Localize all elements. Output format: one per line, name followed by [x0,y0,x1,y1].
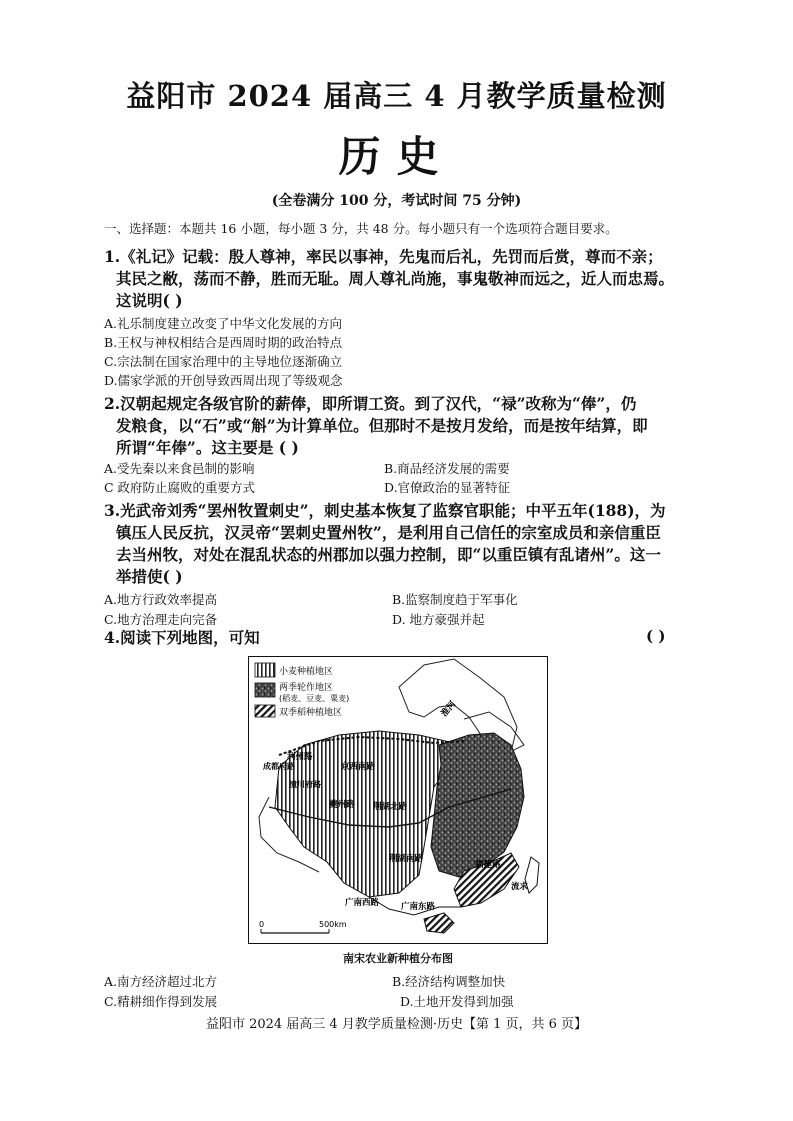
question-line: 4.阅读下列地图，可知 [104,628,260,647]
label-huaihe: 淮河 [439,699,459,719]
label-kuizhou: 夔州路 [329,800,355,810]
section-instructions: 一、选择题：本题共 16 小题，每小题 3 分，共 48 分。每小题只有一个选项符合题目要求。 [104,221,618,236]
option-a[interactable]: A.礼乐制度建立改变了中华文化发展的方向 [104,316,343,331]
question-line: 去当州牧，对处在混乱状态的州郡加以强力控制，即“以重臣镇有乱诸州”。这一 [116,545,661,564]
option-c[interactable]: C.地方治理走向完备 [104,612,218,627]
label-jingxi: 京西南路 [341,762,376,772]
option-a[interactable]: A.地方行政效率提高 [104,592,218,607]
page-footer: 益阳市 2024 届高三 4 月教学质量检测·历史【第 1 页，共 6 页】 [205,1017,588,1032]
question-line: 镇压人民反抗，汉灵帝“罢刺史置州牧”，是利用自己信任的宗室成员和亲信重臣 [116,523,661,542]
scale-bar [259,920,347,933]
option-b[interactable]: B.商品经济发展的需要 [384,461,510,476]
question-line: 发粮食，以“石”或“斛”为计算单位。但那时不是按月发给，而是按年结算，即 [116,416,648,435]
option-a[interactable]: A.南方经济超过北方 [104,974,218,989]
question-2 [104,393,704,459]
map-legend [255,663,349,718]
label-guangdong: 广南东路 [401,902,436,912]
subject-title: 历史 [338,132,455,181]
question-line: 这说明( ) [116,291,183,310]
question-line: 其民之敝，荡而不静，胜而无耻。周人尊礼尚施，事鬼敬神而远之，近人而忠焉。 [116,269,675,288]
score-info: (全卷满分 100 分，考试时间 75 分钟) [271,193,522,209]
option-d[interactable]: D. 地方豪强并起 [392,612,485,627]
exam-title: 益阳市 2024 届高三 4 月教学质量检测 [126,79,667,113]
label-jinghubei: 荆湖北路 [373,802,408,812]
question-1 [104,246,704,312]
option-b[interactable]: B.经济结构调整加快 [392,974,506,989]
answer-paren: ( ) [646,627,666,645]
label-zizhou: 潼川府路 [289,780,321,789]
scale-label: 500km [319,920,347,929]
option-b[interactable]: B.监察制度趋于军事化 [392,592,518,607]
label-liuqiu: 流求 [511,882,529,892]
label-guangxi: 广南西路 [345,898,380,908]
question-line: 2.汉朝起规定各级官阶的薪俸，即所谓工资。到了汉代，“禄”改称为“俸”，仍 [104,394,637,413]
question-line: 1.《礼记》记载：殷人尊神，率民以事神，先鬼而后礼，先罚而后赏，尊而不亲； [104,247,663,266]
label-lizhoulu: 利州路 [287,752,313,762]
legend-rotation-crops: (稻麦、豆麦、粟麦) [279,694,350,703]
option-d[interactable]: D.官僚政治的显著特征 [384,480,511,495]
hainan-rice [424,913,454,933]
legend-rotation: 两季轮作地区 [279,683,334,693]
option-a[interactable]: A.受先秦以来食邑制的影响 [104,461,255,476]
question-4 [104,627,704,649]
label-jinghunan: 荆湖南路 [389,854,424,864]
label-fujian: 福建路 [475,860,501,870]
song-agriculture-map [248,656,548,944]
option-c[interactable]: C.宗法制在国家治理中的主导地位逐渐确立 [104,354,343,369]
question-3 [104,500,704,588]
map-svg [249,657,547,943]
question-line: 所谓“年俸”。这主要是 ( ) [116,438,299,457]
option-d[interactable]: D.儒家学派的开创导致西周出现了等级观念 [104,373,343,388]
question-line: 举措使( ) [116,567,183,586]
question-line: 3.光武帝刘秀“罢州牧置刺史”，刺史基本恢复了监察官职能；中平五年(188)，为 [104,501,666,520]
option-c[interactable]: C.精耕细作得到发展 [104,994,218,1009]
map-caption: 南宋农业新种植分布图 [343,952,453,965]
label-chengdu: 成都府路 [263,762,295,771]
legend-wheat: 小麦种植地区 [279,667,334,677]
option-c[interactable]: C 政府防止腐败的重要方式 [104,480,256,495]
scale-zero: 0 [259,920,265,929]
option-b[interactable]: B.王权与神权相结合是西周时期的政治特点 [104,335,343,350]
legend-double-rice: 双季稻种植地区 [279,708,343,718]
option-d[interactable]: D.土地开发得到加强 [400,994,514,1009]
